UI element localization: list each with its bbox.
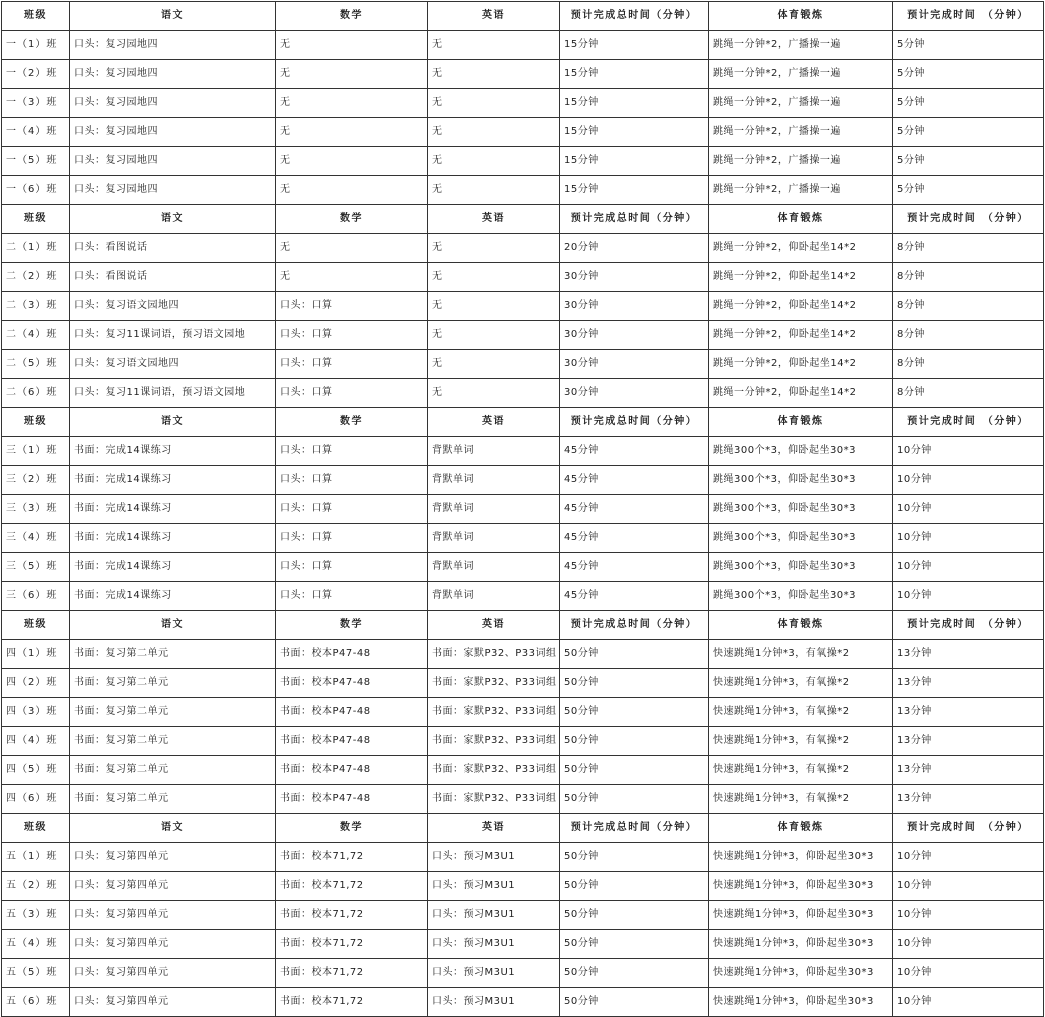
cell-english: 无 bbox=[428, 292, 560, 321]
cell-math: 书面：校本P47-48 bbox=[276, 669, 428, 698]
cell-total-time: 30分钟 bbox=[560, 350, 709, 379]
cell-math: 口头：口算 bbox=[276, 379, 428, 408]
header-cell-total-time: 预计完成总时间（分钟） bbox=[560, 205, 709, 234]
cell-english: 无 bbox=[428, 234, 560, 263]
cell-pe-time: 13分钟 bbox=[893, 727, 1044, 756]
cell-math: 无 bbox=[276, 60, 428, 89]
cell-pe-exercise: 快速跳绳1分钟*3，有氧操*2 bbox=[709, 756, 893, 785]
header-cell-chinese: 语文 bbox=[70, 205, 276, 234]
cell-pe-time: 10分钟 bbox=[893, 495, 1044, 524]
cell-chinese: 口头：复习11课词语，预习语文园地 bbox=[70, 379, 276, 408]
cell-math: 无 bbox=[276, 89, 428, 118]
cell-class: 五（2）班 bbox=[2, 872, 70, 901]
cell-class: 三（2）班 bbox=[2, 466, 70, 495]
cell-pe-time: 10分钟 bbox=[893, 872, 1044, 901]
cell-pe-exercise: 快速跳绳1分钟*3，有氧操*2 bbox=[709, 727, 893, 756]
cell-pe-time: 8分钟 bbox=[893, 321, 1044, 350]
cell-pe-exercise: 跳绳一分钟*2，广播操一遍 bbox=[709, 31, 893, 60]
header-cell-pe-exercise: 体育锻炼 bbox=[709, 2, 893, 31]
cell-english: 背默单词 bbox=[428, 553, 560, 582]
header-cell-math: 数学 bbox=[276, 611, 428, 640]
cell-math: 书面：校本71,72 bbox=[276, 872, 428, 901]
table-row bbox=[2, 843, 1044, 872]
cell-chinese: 口头：复习语文园地四 bbox=[70, 292, 276, 321]
table-row bbox=[2, 176, 1044, 205]
table-row bbox=[2, 466, 1044, 495]
header-cell-math: 数学 bbox=[276, 814, 428, 843]
table-row bbox=[2, 872, 1044, 901]
cell-english: 无 bbox=[428, 263, 560, 292]
table-row bbox=[2, 959, 1044, 988]
header-cell-pe-time: 预计完成时间 （分钟） bbox=[893, 205, 1044, 234]
cell-english: 书面：家默P32、P33词组 bbox=[428, 698, 560, 727]
cell-math: 口头：口算 bbox=[276, 350, 428, 379]
cell-chinese: 书面：完成14课练习 bbox=[70, 437, 276, 466]
cell-pe-time: 8分钟 bbox=[893, 263, 1044, 292]
cell-chinese: 口头：复习第四单元 bbox=[70, 959, 276, 988]
header-cell-pe-time: 预计完成时间 （分钟） bbox=[893, 611, 1044, 640]
cell-class: 一（2）班 bbox=[2, 60, 70, 89]
cell-class: 一（3）班 bbox=[2, 89, 70, 118]
cell-english: 无 bbox=[428, 89, 560, 118]
cell-total-time: 30分钟 bbox=[560, 263, 709, 292]
cell-class: 四（6）班 bbox=[2, 785, 70, 814]
cell-class: 五（4）班 bbox=[2, 930, 70, 959]
cell-pe-exercise: 快速跳绳1分钟*3，有氧操*2 bbox=[709, 785, 893, 814]
cell-total-time: 15分钟 bbox=[560, 176, 709, 205]
cell-class: 三（6）班 bbox=[2, 582, 70, 611]
cell-total-time: 30分钟 bbox=[560, 292, 709, 321]
table-row bbox=[2, 901, 1044, 930]
header-cell-chinese: 语文 bbox=[70, 408, 276, 437]
cell-chinese: 口头：复习园地四 bbox=[70, 147, 276, 176]
cell-pe-exercise: 跳绳一分钟*2，广播操一遍 bbox=[709, 147, 893, 176]
header-cell-total-time: 预计完成总时间（分钟） bbox=[560, 408, 709, 437]
header-cell-total-time: 预计完成总时间（分钟） bbox=[560, 611, 709, 640]
header-cell-math: 数学 bbox=[276, 2, 428, 31]
cell-pe-exercise: 快速跳绳1分钟*3，仰卧起坐30*3 bbox=[709, 959, 893, 988]
cell-class: 二（5）班 bbox=[2, 350, 70, 379]
cell-english: 无 bbox=[428, 118, 560, 147]
cell-pe-time: 10分钟 bbox=[893, 553, 1044, 582]
cell-chinese: 书面：完成14课练习 bbox=[70, 466, 276, 495]
header-cell-chinese: 语文 bbox=[70, 814, 276, 843]
cell-math: 书面：校本P47-48 bbox=[276, 698, 428, 727]
cell-pe-time: 5分钟 bbox=[893, 89, 1044, 118]
cell-total-time: 15分钟 bbox=[560, 60, 709, 89]
cell-pe-exercise: 跳绳一分钟*2，广播操一遍 bbox=[709, 89, 893, 118]
cell-math: 书面：校本71,72 bbox=[276, 930, 428, 959]
cell-english: 口头：预习M3U1 bbox=[428, 843, 560, 872]
header-cell-class: 班级 bbox=[2, 205, 70, 234]
cell-total-time: 45分钟 bbox=[560, 437, 709, 466]
header-cell-class: 班级 bbox=[2, 2, 70, 31]
table-row bbox=[2, 321, 1044, 350]
header-row bbox=[2, 408, 1044, 437]
cell-chinese: 书面：复习第二单元 bbox=[70, 756, 276, 785]
cell-pe-time: 8分钟 bbox=[893, 350, 1044, 379]
cell-pe-time: 13分钟 bbox=[893, 756, 1044, 785]
cell-pe-exercise: 跳绳一分钟*2，广播操一遍 bbox=[709, 176, 893, 205]
cell-math: 口头：口算 bbox=[276, 553, 428, 582]
cell-total-time: 50分钟 bbox=[560, 669, 709, 698]
table-row bbox=[2, 553, 1044, 582]
cell-english: 无 bbox=[428, 60, 560, 89]
cell-pe-exercise: 快速跳绳1分钟*3，仰卧起坐30*3 bbox=[709, 988, 893, 1017]
table-row bbox=[2, 785, 1044, 814]
cell-pe-time: 13分钟 bbox=[893, 698, 1044, 727]
cell-chinese: 口头：复习第四单元 bbox=[70, 930, 276, 959]
table-row bbox=[2, 669, 1044, 698]
cell-math: 书面：校本71,72 bbox=[276, 901, 428, 930]
cell-total-time: 45分钟 bbox=[560, 524, 709, 553]
header-cell-class: 班级 bbox=[2, 408, 70, 437]
header-row bbox=[2, 2, 1044, 31]
table-row bbox=[2, 350, 1044, 379]
cell-pe-exercise: 快速跳绳1分钟*3，有氧操*2 bbox=[709, 669, 893, 698]
cell-english: 口头：预习M3U1 bbox=[428, 901, 560, 930]
table-row bbox=[2, 988, 1044, 1017]
cell-total-time: 45分钟 bbox=[560, 466, 709, 495]
table-row bbox=[2, 524, 1044, 553]
cell-class: 四（3）班 bbox=[2, 698, 70, 727]
cell-english: 口头：预习M3U1 bbox=[428, 988, 560, 1017]
cell-math: 书面：校本P47-48 bbox=[276, 640, 428, 669]
cell-total-time: 15分钟 bbox=[560, 147, 709, 176]
cell-class: 四（1）班 bbox=[2, 640, 70, 669]
cell-chinese: 口头：复习语文园地四 bbox=[70, 350, 276, 379]
cell-chinese: 口头：复习园地四 bbox=[70, 118, 276, 147]
cell-pe-exercise: 跳绳一分钟*2，仰卧起坐14*2 bbox=[709, 292, 893, 321]
cell-total-time: 50分钟 bbox=[560, 698, 709, 727]
cell-chinese: 口头：复习第四单元 bbox=[70, 843, 276, 872]
cell-pe-time: 10分钟 bbox=[893, 437, 1044, 466]
cell-english: 无 bbox=[428, 350, 560, 379]
cell-pe-time: 13分钟 bbox=[893, 669, 1044, 698]
cell-chinese: 书面：复习第二单元 bbox=[70, 727, 276, 756]
homework-table bbox=[1, 1, 1044, 1017]
cell-total-time: 30分钟 bbox=[560, 321, 709, 350]
cell-chinese: 书面：复习第二单元 bbox=[70, 669, 276, 698]
cell-total-time: 50分钟 bbox=[560, 872, 709, 901]
header-cell-english: 英语 bbox=[428, 2, 560, 31]
cell-english: 口头：预习M3U1 bbox=[428, 930, 560, 959]
cell-class: 二（2）班 bbox=[2, 263, 70, 292]
cell-class: 四（5）班 bbox=[2, 756, 70, 785]
cell-total-time: 50分钟 bbox=[560, 959, 709, 988]
header-cell-math: 数学 bbox=[276, 205, 428, 234]
cell-class: 五（6）班 bbox=[2, 988, 70, 1017]
cell-chinese: 口头：看图说话 bbox=[70, 263, 276, 292]
cell-chinese: 书面：复习第二单元 bbox=[70, 640, 276, 669]
header-row bbox=[2, 205, 1044, 234]
cell-pe-time: 5分钟 bbox=[893, 176, 1044, 205]
cell-english: 背默单词 bbox=[428, 437, 560, 466]
table-row bbox=[2, 495, 1044, 524]
cell-chinese: 口头：复习园地四 bbox=[70, 60, 276, 89]
table-row bbox=[2, 234, 1044, 263]
header-cell-chinese: 语文 bbox=[70, 2, 276, 31]
cell-chinese: 口头：复习园地四 bbox=[70, 89, 276, 118]
cell-class: 二（6）班 bbox=[2, 379, 70, 408]
cell-english: 背默单词 bbox=[428, 582, 560, 611]
cell-english: 书面：家默P32、P33词组 bbox=[428, 669, 560, 698]
cell-math: 口头：口算 bbox=[276, 582, 428, 611]
table-row bbox=[2, 640, 1044, 669]
cell-chinese: 口头：复习第四单元 bbox=[70, 872, 276, 901]
cell-pe-time: 10分钟 bbox=[893, 959, 1044, 988]
cell-chinese: 书面：完成14课练习 bbox=[70, 495, 276, 524]
header-cell-math: 数学 bbox=[276, 408, 428, 437]
cell-pe-time: 10分钟 bbox=[893, 843, 1044, 872]
header-cell-class: 班级 bbox=[2, 814, 70, 843]
cell-pe-time: 8分钟 bbox=[893, 292, 1044, 321]
cell-total-time: 50分钟 bbox=[560, 756, 709, 785]
cell-pe-exercise: 快速跳绳1分钟*3，仰卧起坐30*3 bbox=[709, 930, 893, 959]
table-row bbox=[2, 756, 1044, 785]
cell-pe-exercise: 跳绳300个*3，仰卧起坐30*3 bbox=[709, 495, 893, 524]
cell-class: 四（4）班 bbox=[2, 727, 70, 756]
header-cell-english: 英语 bbox=[428, 205, 560, 234]
cell-math: 口头：口算 bbox=[276, 466, 428, 495]
cell-chinese: 口头：复习园地四 bbox=[70, 176, 276, 205]
cell-total-time: 50分钟 bbox=[560, 843, 709, 872]
cell-pe-exercise: 跳绳300个*3，仰卧起坐30*3 bbox=[709, 466, 893, 495]
cell-math: 无 bbox=[276, 234, 428, 263]
cell-chinese: 口头：看图说话 bbox=[70, 234, 276, 263]
cell-pe-time: 10分钟 bbox=[893, 582, 1044, 611]
cell-pe-exercise: 快速跳绳1分钟*3，有氧操*2 bbox=[709, 640, 893, 669]
header-cell-pe-exercise: 体育锻炼 bbox=[709, 814, 893, 843]
header-cell-total-time: 预计完成总时间（分钟） bbox=[560, 2, 709, 31]
cell-math: 无 bbox=[276, 118, 428, 147]
header-cell-pe-exercise: 体育锻炼 bbox=[709, 205, 893, 234]
cell-class: 一（4）班 bbox=[2, 118, 70, 147]
cell-pe-exercise: 跳绳300个*3，仰卧起坐30*3 bbox=[709, 582, 893, 611]
cell-math: 无 bbox=[276, 147, 428, 176]
header-cell-english: 英语 bbox=[428, 408, 560, 437]
cell-pe-time: 10分钟 bbox=[893, 988, 1044, 1017]
cell-pe-exercise: 跳绳一分钟*2，仰卧起坐14*2 bbox=[709, 263, 893, 292]
cell-math: 书面：校本P47-48 bbox=[276, 727, 428, 756]
homework-table-body bbox=[2, 2, 1044, 1017]
cell-english: 书面：家默P32、P33词组 bbox=[428, 727, 560, 756]
cell-class: 三（4）班 bbox=[2, 524, 70, 553]
cell-total-time: 45分钟 bbox=[560, 553, 709, 582]
cell-math: 无 bbox=[276, 176, 428, 205]
cell-class: 四（2）班 bbox=[2, 669, 70, 698]
cell-english: 口头：预习M3U1 bbox=[428, 959, 560, 988]
cell-pe-time: 8分钟 bbox=[893, 379, 1044, 408]
cell-pe-exercise: 跳绳300个*3，仰卧起坐30*3 bbox=[709, 553, 893, 582]
cell-english: 无 bbox=[428, 379, 560, 408]
header-row bbox=[2, 611, 1044, 640]
cell-chinese: 口头：复习11课词语，预习语文园地 bbox=[70, 321, 276, 350]
cell-english: 书面：家默P32、P33词组 bbox=[428, 640, 560, 669]
cell-chinese: 书面：完成14课练习 bbox=[70, 524, 276, 553]
table-row bbox=[2, 60, 1044, 89]
cell-english: 无 bbox=[428, 321, 560, 350]
cell-pe-time: 5分钟 bbox=[893, 60, 1044, 89]
cell-class: 一（1）班 bbox=[2, 31, 70, 60]
table-row bbox=[2, 582, 1044, 611]
header-cell-pe-time: 预计完成时间 （分钟） bbox=[893, 2, 1044, 31]
cell-chinese: 口头：复习第四单元 bbox=[70, 901, 276, 930]
cell-math: 书面：校本71,72 bbox=[276, 959, 428, 988]
table-row bbox=[2, 89, 1044, 118]
cell-chinese: 书面：复习第二单元 bbox=[70, 785, 276, 814]
cell-total-time: 50分钟 bbox=[560, 930, 709, 959]
table-row bbox=[2, 147, 1044, 176]
table-row bbox=[2, 930, 1044, 959]
cell-english: 无 bbox=[428, 31, 560, 60]
header-cell-pe-time: 预计完成时间 （分钟） bbox=[893, 814, 1044, 843]
cell-class: 一（5）班 bbox=[2, 147, 70, 176]
cell-pe-time: 5分钟 bbox=[893, 118, 1044, 147]
cell-math: 口头：口算 bbox=[276, 495, 428, 524]
cell-math: 口头：口算 bbox=[276, 292, 428, 321]
table-row bbox=[2, 31, 1044, 60]
cell-pe-exercise: 跳绳一分钟*2，仰卧起坐14*2 bbox=[709, 350, 893, 379]
cell-class: 三（3）班 bbox=[2, 495, 70, 524]
cell-math: 书面：校本P47-48 bbox=[276, 785, 428, 814]
table-row bbox=[2, 263, 1044, 292]
cell-math: 口头：口算 bbox=[276, 524, 428, 553]
cell-total-time: 30分钟 bbox=[560, 379, 709, 408]
cell-pe-exercise: 快速跳绳1分钟*3，有氧操*2 bbox=[709, 698, 893, 727]
header-cell-total-time: 预计完成总时间（分钟） bbox=[560, 814, 709, 843]
cell-pe-exercise: 快速跳绳1分钟*3，仰卧起坐30*3 bbox=[709, 901, 893, 930]
cell-pe-time: 10分钟 bbox=[893, 930, 1044, 959]
cell-pe-time: 13分钟 bbox=[893, 640, 1044, 669]
cell-class: 五（5）班 bbox=[2, 959, 70, 988]
cell-english: 口头：预习M3U1 bbox=[428, 872, 560, 901]
cell-total-time: 50分钟 bbox=[560, 727, 709, 756]
table-row bbox=[2, 698, 1044, 727]
cell-total-time: 45分钟 bbox=[560, 582, 709, 611]
cell-class: 五（1）班 bbox=[2, 843, 70, 872]
cell-class: 二（4）班 bbox=[2, 321, 70, 350]
cell-pe-exercise: 跳绳一分钟*2，仰卧起坐14*2 bbox=[709, 379, 893, 408]
cell-chinese: 口头：复习第四单元 bbox=[70, 988, 276, 1017]
cell-english: 背默单词 bbox=[428, 466, 560, 495]
cell-total-time: 50分钟 bbox=[560, 640, 709, 669]
cell-class: 二（3）班 bbox=[2, 292, 70, 321]
header-cell-english: 英语 bbox=[428, 611, 560, 640]
cell-total-time: 15分钟 bbox=[560, 118, 709, 147]
cell-pe-exercise: 跳绳一分钟*2，广播操一遍 bbox=[709, 60, 893, 89]
cell-pe-exercise: 跳绳一分钟*2，仰卧起坐14*2 bbox=[709, 321, 893, 350]
cell-total-time: 15分钟 bbox=[560, 31, 709, 60]
table-row bbox=[2, 118, 1044, 147]
cell-english: 无 bbox=[428, 147, 560, 176]
cell-english: 无 bbox=[428, 176, 560, 205]
header-cell-pe-exercise: 体育锻炼 bbox=[709, 408, 893, 437]
cell-pe-exercise: 跳绳一分钟*2，仰卧起坐14*2 bbox=[709, 234, 893, 263]
cell-total-time: 15分钟 bbox=[560, 89, 709, 118]
cell-total-time: 50分钟 bbox=[560, 785, 709, 814]
cell-pe-exercise: 跳绳300个*3，仰卧起坐30*3 bbox=[709, 524, 893, 553]
cell-english: 背默单词 bbox=[428, 495, 560, 524]
cell-pe-time: 5分钟 bbox=[893, 31, 1044, 60]
cell-pe-time: 8分钟 bbox=[893, 234, 1044, 263]
header-cell-english: 英语 bbox=[428, 814, 560, 843]
cell-pe-exercise: 快速跳绳1分钟*3，仰卧起坐30*3 bbox=[709, 843, 893, 872]
cell-math: 口头：口算 bbox=[276, 437, 428, 466]
cell-math: 书面：校本71,72 bbox=[276, 843, 428, 872]
cell-math: 书面：校本P47-48 bbox=[276, 756, 428, 785]
header-cell-pe-exercise: 体育锻炼 bbox=[709, 611, 893, 640]
cell-chinese: 书面：完成14课练习 bbox=[70, 553, 276, 582]
cell-pe-exercise: 跳绳300个*3，仰卧起坐30*3 bbox=[709, 437, 893, 466]
cell-pe-time: 10分钟 bbox=[893, 901, 1044, 930]
cell-pe-exercise: 快速跳绳1分钟*3，仰卧起坐30*3 bbox=[709, 872, 893, 901]
cell-pe-time: 10分钟 bbox=[893, 466, 1044, 495]
header-cell-class: 班级 bbox=[2, 611, 70, 640]
cell-class: 一（6）班 bbox=[2, 176, 70, 205]
cell-english: 背默单词 bbox=[428, 524, 560, 553]
cell-total-time: 20分钟 bbox=[560, 234, 709, 263]
header-cell-pe-time: 预计完成时间 （分钟） bbox=[893, 408, 1044, 437]
cell-pe-time: 10分钟 bbox=[893, 524, 1044, 553]
cell-pe-time: 5分钟 bbox=[893, 147, 1044, 176]
cell-chinese: 书面：复习第二单元 bbox=[70, 698, 276, 727]
cell-total-time: 45分钟 bbox=[560, 495, 709, 524]
cell-english: 书面：家默P32、P33词组 bbox=[428, 785, 560, 814]
cell-pe-time: 13分钟 bbox=[893, 785, 1044, 814]
cell-class: 五（3）班 bbox=[2, 901, 70, 930]
header-cell-chinese: 语文 bbox=[70, 611, 276, 640]
cell-class: 三（1）班 bbox=[2, 437, 70, 466]
table-row bbox=[2, 292, 1044, 321]
cell-total-time: 50分钟 bbox=[560, 988, 709, 1017]
cell-math: 书面：校本71,72 bbox=[276, 988, 428, 1017]
cell-math: 无 bbox=[276, 263, 428, 292]
cell-math: 无 bbox=[276, 31, 428, 60]
table-row bbox=[2, 437, 1044, 466]
table-row bbox=[2, 379, 1044, 408]
cell-class: 二（1）班 bbox=[2, 234, 70, 263]
cell-math: 口头：口算 bbox=[276, 321, 428, 350]
cell-class: 三（5）班 bbox=[2, 553, 70, 582]
cell-chinese: 口头：复习园地四 bbox=[70, 31, 276, 60]
cell-english: 书面：家默P32、P33词组 bbox=[428, 756, 560, 785]
table-row bbox=[2, 727, 1044, 756]
header-row bbox=[2, 814, 1044, 843]
cell-chinese: 书面：完成14课练习 bbox=[70, 582, 276, 611]
cell-pe-exercise: 跳绳一分钟*2，广播操一遍 bbox=[709, 118, 893, 147]
cell-total-time: 50分钟 bbox=[560, 901, 709, 930]
